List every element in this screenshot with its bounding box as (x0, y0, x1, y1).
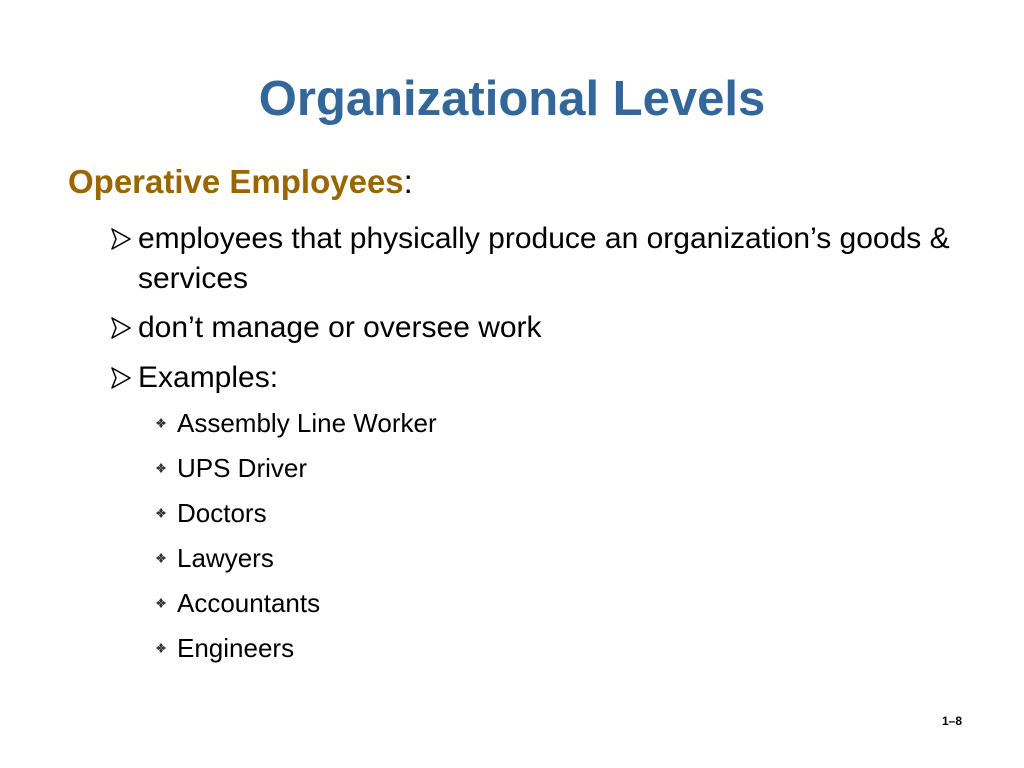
bullet-text: don’t manage or oversee work (138, 311, 542, 344)
bullet-text: Examples: (138, 361, 279, 394)
example-item (152, 632, 294, 664)
example-item (152, 407, 437, 439)
bullet-text: employees that physically produce an organization’s goods & services (138, 222, 950, 295)
heading-text: Operative Employees (68, 163, 404, 200)
diamond-bullet-icon (152, 407, 174, 439)
page-number: 1–8 (941, 714, 962, 728)
diamond-bullet-icon (152, 542, 174, 574)
example-text: UPS Driver (177, 453, 308, 483)
example-text: Engineers (177, 633, 295, 663)
bullet-item (110, 308, 970, 348)
arrowhead-bullet-icon (110, 219, 136, 259)
example-item (152, 497, 267, 529)
example-item (152, 542, 274, 574)
diamond-bullet-icon (152, 587, 174, 619)
diamond-bullet-icon (152, 632, 174, 664)
diamond-bullet-icon (152, 497, 174, 529)
example-text: Accountants (177, 588, 321, 618)
diamond-bullet-icon (152, 452, 174, 484)
example-text: Assembly Line Worker (177, 408, 437, 438)
example-text: Lawyers (177, 543, 274, 573)
example-item (152, 587, 320, 619)
bullet-item (110, 358, 970, 398)
bullet-item (110, 219, 970, 299)
example-text: Doctors (177, 498, 267, 528)
arrowhead-bullet-icon (110, 308, 136, 348)
section-heading (68, 162, 413, 202)
example-item (152, 452, 307, 484)
slide-title: Organizational Levels (258, 72, 766, 126)
heading-colon: : (403, 163, 413, 200)
arrowhead-bullet-icon (110, 358, 136, 398)
